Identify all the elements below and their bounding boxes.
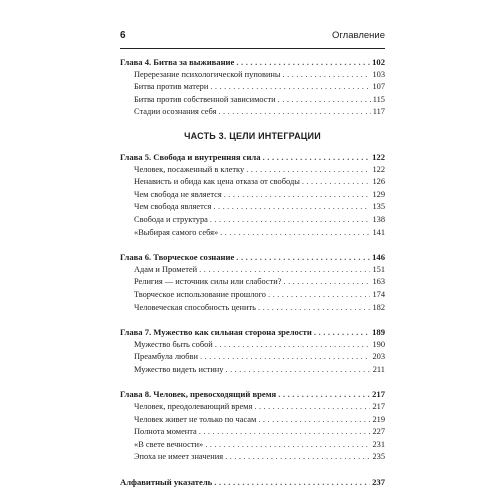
toc-subentry[interactable] [120, 451, 385, 464]
toc-subentry-title: Свобода и структура [134, 214, 208, 224]
toc-subentry-title: Мужество видеть истину [134, 364, 224, 374]
toc-subentry[interactable] [120, 201, 385, 214]
toc-subentry[interactable] [120, 302, 385, 315]
toc-subentry[interactable] [120, 439, 385, 452]
toc-chapter-entry-title: Глава 4. Битва за выживание [120, 57, 235, 67]
toc-subentry-title: Эпоха не имеет значения [134, 452, 224, 462]
toc-subentry-page: 174 [372, 289, 385, 299]
toc-chapter-entry-page: 146 [372, 252, 385, 263]
toc-subentry[interactable] [120, 426, 385, 439]
toc-subentry-title: Битва против матери [134, 82, 209, 92]
dot-leader [220, 227, 370, 240]
toc-chapter-entry-page: 102 [372, 57, 385, 67]
toc-subentry-title: Человеческая способность ценить [134, 302, 256, 312]
dot-leader [314, 326, 370, 339]
toc-subentry-page: 231 [372, 439, 385, 449]
page-number: 6 [120, 30, 126, 41]
toc-subentry-title: Преамбула любви [134, 352, 198, 362]
toc-subentry-page: 163 [372, 277, 385, 287]
toc-chapter-entry-title: Глава 5. Свобода и внутренняя сила [120, 151, 261, 162]
toc-chapter-entry[interactable] [120, 476, 385, 489]
toc-subentry-title: Человек, преодолевающий время [134, 402, 253, 412]
toc-subentry[interactable] [120, 176, 385, 189]
toc-subentry-title: Адам и Прометей [134, 264, 198, 274]
dot-leader [236, 251, 370, 264]
toc-chapter-entry-title: Глава 6. Творческое сознание [120, 252, 235, 263]
toc-subentry[interactable] [120, 264, 385, 277]
dot-leader [205, 439, 370, 452]
section-gap [120, 376, 385, 388]
toc-subentry-page: 217 [372, 402, 385, 412]
toc-chapter-entry-title: Глава 8. Человек, превосходящий время [120, 389, 277, 400]
toc-subentry[interactable] [120, 276, 385, 289]
toc-subentry-page: 138 [372, 214, 385, 224]
dot-leader [210, 81, 370, 94]
running-title: Оглавление [332, 30, 385, 41]
toc-subentry-title: Ненависть и обида как цена отказа от свободы [134, 177, 300, 187]
toc-subentry-page: 235 [372, 452, 385, 462]
toc-subentry-page: 211 [372, 364, 385, 374]
toc-subentry-page: 219 [372, 414, 385, 424]
dot-leader [278, 388, 370, 401]
dot-leader [214, 476, 370, 489]
dot-leader [263, 151, 371, 164]
toc-subentry-page: 190 [372, 339, 385, 349]
toc-chapter-entry-title: Глава 7. Мужество как сильная сторона зрелости [120, 327, 312, 338]
toc-subentry[interactable] [120, 69, 385, 82]
toc-subentry[interactable] [120, 401, 385, 414]
dot-leader [199, 426, 371, 439]
dot-leader [213, 201, 370, 214]
toc-subentry-title: Человек живет не только по часам [134, 414, 257, 424]
table-of-contents [120, 56, 385, 489]
section-gap [120, 239, 385, 251]
toc-subentry[interactable] [120, 227, 385, 240]
part-title: ЧАСТЬ 3. ЦЕЛИ ИНТЕГРАЦИИ [184, 130, 321, 141]
toc-subentry-title: Человек, посаженный в клетку [134, 164, 245, 174]
toc-subentry-page: 141 [372, 227, 385, 237]
dot-leader [278, 94, 371, 107]
toc-chapter-entry-page: 189 [372, 327, 385, 338]
dot-leader [254, 401, 370, 414]
toc-subentry[interactable] [120, 414, 385, 427]
dot-leader [218, 106, 370, 119]
toc-subentry-page: 135 [372, 202, 385, 212]
toc-subentry-title: Стадии осознания себя [134, 107, 217, 117]
toc-chapter-entry-page: 122 [372, 151, 385, 162]
toc-subentry-page: 151 [372, 264, 385, 274]
dot-leader [215, 339, 371, 352]
toc-chapter-entry-page: 217 [372, 389, 385, 400]
dot-leader [225, 451, 370, 464]
toc-subentry[interactable] [120, 106, 385, 119]
toc-chapter-entry[interactable] [120, 251, 385, 264]
toc-subentry-title: «Выбирая самого себя» [134, 227, 219, 237]
toc-subentry[interactable] [120, 289, 385, 302]
section-gap [120, 314, 385, 326]
toc-subentry-page: 126 [372, 177, 385, 187]
toc-subentry-title: Творческое использование прошлого [134, 289, 266, 299]
toc-chapter-entry[interactable] [120, 56, 385, 69]
dot-leader [200, 351, 370, 364]
toc-subentry-page: 103 [372, 69, 385, 79]
dot-leader [199, 264, 370, 277]
toc-chapter-entry[interactable] [120, 326, 385, 339]
toc-subentry-title: «В свете вечности» [134, 439, 204, 449]
toc-subentry-page: 182 [372, 302, 385, 312]
dot-leader [246, 164, 370, 177]
toc-subentry[interactable] [120, 351, 385, 364]
toc-subentry-page: 115 [372, 94, 385, 104]
toc-subentry[interactable] [120, 339, 385, 352]
dot-leader [225, 364, 370, 377]
dot-leader [302, 176, 371, 189]
dot-leader [210, 214, 371, 227]
dot-leader [236, 56, 370, 69]
toc-subentry-page: 117 [372, 107, 385, 117]
toc-subentry-title: Перерезание психологической пуповины [134, 69, 281, 79]
header-rule [120, 48, 385, 49]
toc-chapter-entry[interactable] [120, 151, 385, 164]
toc-subentry[interactable] [120, 164, 385, 177]
toc-subentry[interactable] [120, 94, 385, 107]
dot-leader [284, 276, 371, 289]
toc-subentry-title: Чем свобода является [134, 202, 212, 212]
toc-subentry-page: 122 [372, 164, 385, 174]
toc-subentry[interactable] [120, 364, 385, 377]
toc-subentry[interactable] [120, 214, 385, 227]
toc-subentry-page: 203 [372, 352, 385, 362]
toc-subentry-title: Религия — источник силы или слабости? [134, 277, 282, 287]
toc-subentry-page: 129 [372, 189, 385, 199]
toc-subentry-title: Битва против собственной зависимости [134, 94, 276, 104]
toc-subentry-title: Полнота момента [134, 427, 197, 437]
dot-leader [258, 414, 370, 427]
toc-subentry[interactable] [120, 189, 385, 202]
toc-subentry-title: Мужество быть собой [134, 339, 213, 349]
toc-chapter-entry-title: Алфавитный указатель [120, 477, 213, 488]
toc-subentry-page: 107 [372, 82, 385, 92]
dot-leader [258, 302, 370, 315]
section-gap [120, 464, 385, 476]
toc-subentry-page: 227 [372, 427, 385, 437]
toc-chapter-entry-page: 237 [372, 477, 385, 488]
toc-subentry-title: Чем свобода не является [134, 189, 222, 199]
toc-subentry[interactable] [120, 81, 385, 94]
dot-leader [224, 189, 371, 202]
dot-leader [283, 69, 371, 82]
page-header [120, 25, 385, 43]
dot-leader [268, 289, 370, 302]
toc-chapter-entry[interactable] [120, 388, 385, 401]
